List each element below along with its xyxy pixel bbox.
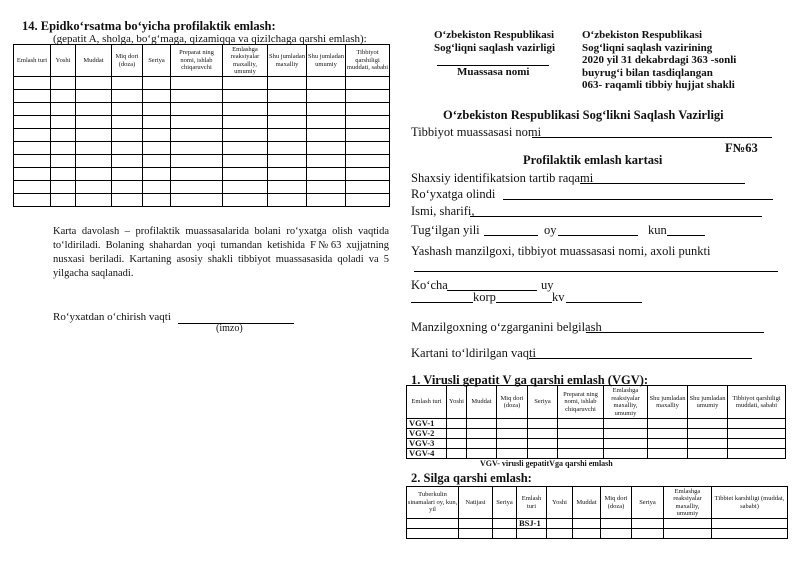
- cell[interactable]: [76, 129, 112, 142]
- cell[interactable]: [407, 529, 459, 539]
- cell[interactable]: [14, 116, 51, 129]
- cell[interactable]: [688, 419, 728, 429]
- building-line[interactable]: [496, 302, 552, 303]
- cell[interactable]: [14, 194, 51, 207]
- cell[interactable]: [467, 429, 497, 439]
- cell[interactable]: [528, 429, 558, 439]
- address-change-line[interactable]: [586, 332, 764, 333]
- cell[interactable]: [601, 519, 632, 529]
- cell[interactable]: [76, 142, 112, 155]
- cell[interactable]: [688, 449, 728, 459]
- cell[interactable]: [171, 142, 223, 155]
- cell[interactable]: [143, 194, 171, 207]
- cell[interactable]: [51, 90, 76, 103]
- cell[interactable]: [112, 142, 143, 155]
- table-row: [14, 103, 390, 116]
- cell[interactable]: [51, 142, 76, 155]
- birth-year-label: Tugʻilgan yili: [411, 223, 480, 237]
- col-header: Seriya: [632, 487, 664, 519]
- cell[interactable]: [307, 194, 346, 207]
- filled-date-line[interactable]: [529, 358, 752, 359]
- cell[interactable]: [573, 529, 601, 539]
- cell[interactable]: [112, 103, 143, 116]
- birth-month-label: oy: [544, 223, 557, 237]
- cell[interactable]: [268, 181, 307, 194]
- cell[interactable]: [307, 103, 346, 116]
- full-name-label: Ismi, sharifi,: [411, 204, 475, 218]
- full-name-line[interactable]: [470, 216, 762, 217]
- col-header: Tibbiyot qarshiligi muddati, sababi: [346, 45, 390, 77]
- col-header: Muddat: [573, 487, 601, 519]
- cell[interactable]: [728, 429, 786, 439]
- cell[interactable]: [112, 116, 143, 129]
- cell[interactable]: [76, 194, 112, 207]
- cell[interactable]: [467, 419, 497, 429]
- cell[interactable]: [728, 439, 786, 449]
- cell[interactable]: [346, 155, 390, 168]
- col-header: Miq dori (doza): [601, 487, 632, 519]
- vgv-footnote: VGV- virusli gepatitVga qarshi emlash: [480, 459, 613, 468]
- vgv-row: [407, 419, 786, 429]
- cell[interactable]: [76, 155, 112, 168]
- cell[interactable]: [648, 419, 688, 429]
- cell[interactable]: [497, 429, 528, 439]
- cell[interactable]: [14, 129, 51, 142]
- personal-id-label: Shaxsiy identifikatsion tartib raqami: [411, 171, 594, 185]
- address-label: Yashash manzilgoxi, tibbiyot muassasasi nomi, axoli punkti: [411, 244, 711, 258]
- col-header: Seriya: [493, 487, 517, 519]
- cell[interactable]: [223, 103, 268, 116]
- vgv-title: 1. Virusli gepatit V ga qarshi emlash (VGV):: [411, 373, 649, 387]
- col-header: Tibbiyot qarshiligi muddati, sababi: [728, 386, 786, 419]
- section14-title: 14. Epidkoʻrsatma boʻyicha profilaktik emlash:: [22, 19, 276, 33]
- cell[interactable]: [76, 103, 112, 116]
- cell[interactable]: [447, 449, 467, 459]
- col-header: Yoshi: [51, 45, 76, 77]
- cell[interactable]: [528, 449, 558, 459]
- cell[interactable]: [346, 181, 390, 194]
- personal-id-line[interactable]: [580, 183, 745, 184]
- cell[interactable]: [76, 116, 112, 129]
- cell[interactable]: [346, 194, 390, 207]
- col-header: Yoshi: [447, 386, 467, 419]
- registered-line[interactable]: [503, 199, 773, 200]
- section14-table: [13, 44, 390, 207]
- table-row: [14, 181, 390, 194]
- cell[interactable]: [558, 429, 604, 439]
- header-right-line: Oʻzbekiston Respublikasi: [582, 29, 703, 41]
- section14-header-row: [14, 45, 390, 77]
- address-change-label: Manzilgoxning oʻzgarganini belgilash: [411, 320, 602, 334]
- col-header: Muddat: [467, 386, 497, 419]
- cell[interactable]: [307, 155, 346, 168]
- cell[interactable]: [648, 429, 688, 439]
- header-right-line: 063- raqamli tibbiy hujjat shakli: [582, 79, 735, 91]
- col-header: Emlash turi: [407, 386, 447, 419]
- cell[interactable]: [307, 90, 346, 103]
- col-header: Miq dori (doza): [497, 386, 528, 419]
- cell[interactable]: [346, 77, 390, 90]
- street-label: Koʻcha: [411, 278, 448, 292]
- birth-year-line[interactable]: [484, 235, 538, 236]
- cell[interactable]: [517, 529, 547, 539]
- cell[interactable]: [459, 519, 493, 529]
- cell[interactable]: [307, 181, 346, 194]
- cell[interactable]: [14, 168, 51, 181]
- cell[interactable]: [112, 168, 143, 181]
- header-right-line: buyrugʻi bilan tasdiqlangan: [582, 66, 713, 79]
- cell[interactable]: [632, 519, 664, 529]
- col-header: Tibbiet karshiligi (muddat, sababi): [712, 487, 788, 519]
- cell[interactable]: [497, 439, 528, 449]
- cell[interactable]: [112, 181, 143, 194]
- ministry-header-left: [434, 29, 555, 54]
- cell[interactable]: [604, 449, 648, 459]
- col-header: Shu jumladan maxalliy: [268, 45, 307, 77]
- cell[interactable]: [171, 155, 223, 168]
- house-line[interactable]: [411, 302, 473, 303]
- cell[interactable]: [143, 116, 171, 129]
- cell[interactable]: [223, 168, 268, 181]
- col-header: Preparat ning nomi, ishlab chiqaruvchi: [171, 45, 223, 77]
- house-label: uy: [541, 278, 554, 292]
- cell[interactable]: [648, 439, 688, 449]
- col-header: Seriya: [528, 386, 558, 419]
- cell[interactable]: [712, 519, 788, 529]
- cell[interactable]: [728, 449, 786, 459]
- institution-label: Muassasa nomi: [457, 66, 530, 78]
- vgv-table: [406, 385, 786, 459]
- cell[interactable]: [14, 142, 51, 155]
- cell[interactable]: [51, 194, 76, 207]
- cell[interactable]: [728, 419, 786, 429]
- cell[interactable]: [171, 103, 223, 116]
- cell[interactable]: [407, 519, 459, 529]
- cell[interactable]: [346, 90, 390, 103]
- card-title: Profilaktik emlash kartasi: [523, 153, 663, 167]
- cell[interactable]: [268, 77, 307, 90]
- building-label: korp: [473, 290, 496, 304]
- cell[interactable]: [467, 439, 497, 449]
- cell[interactable]: [76, 181, 112, 194]
- section14-subtitle: (gepatit A, sholga, boʻgʻmaga, qizamiqqa va qizilchaga qarshi emlash):: [53, 33, 367, 45]
- cell[interactable]: [143, 77, 171, 90]
- cell[interactable]: [688, 439, 728, 449]
- col-header: Shu jumladan maxalliy: [648, 386, 688, 419]
- cell[interactable]: [223, 194, 268, 207]
- table-row: [14, 90, 390, 103]
- vgv-row-label: VGV-4: [407, 449, 447, 459]
- cell[interactable]: [51, 77, 76, 90]
- cell[interactable]: [528, 419, 558, 429]
- cell[interactable]: [171, 129, 223, 142]
- vgv-row: [407, 439, 786, 449]
- form-number: F№63: [725, 141, 758, 155]
- bsj-table: [406, 486, 788, 539]
- medical-institution-label: Tibbiyot muassasasi nomi: [411, 125, 542, 139]
- header-left-line: Oʻzbekiston Respublikasi: [434, 29, 555, 41]
- cell[interactable]: [112, 129, 143, 142]
- cell[interactable]: [558, 439, 604, 449]
- cell[interactable]: [346, 103, 390, 116]
- table-row: [14, 155, 390, 168]
- cell[interactable]: [143, 168, 171, 181]
- col-header: Emlashga reaksiyalar maxalliy, umumiy: [604, 386, 648, 419]
- cell[interactable]: [51, 168, 76, 181]
- cell[interactable]: [493, 529, 517, 539]
- cell[interactable]: [558, 419, 604, 429]
- cell[interactable]: [307, 77, 346, 90]
- signature-label: (imzo): [216, 323, 243, 334]
- cell[interactable]: [14, 181, 51, 194]
- cell[interactable]: [664, 519, 712, 529]
- cell[interactable]: [664, 529, 712, 539]
- cell[interactable]: [307, 129, 346, 142]
- col-header: Emlash turi: [14, 45, 51, 77]
- filled-date-label: Kartani toʻldirilgan vaqti: [411, 346, 536, 360]
- cell[interactable]: [268, 90, 307, 103]
- medical-institution-line[interactable]: [532, 137, 772, 138]
- cell[interactable]: [143, 90, 171, 103]
- cell[interactable]: [112, 90, 143, 103]
- vgv-row: [407, 449, 786, 459]
- cell[interactable]: [143, 129, 171, 142]
- cell[interactable]: [632, 529, 664, 539]
- birth-day-label: kun: [648, 223, 667, 237]
- cell[interactable]: [51, 116, 76, 129]
- cell[interactable]: [171, 90, 223, 103]
- vgv-row: [407, 429, 786, 439]
- cell[interactable]: [112, 155, 143, 168]
- cell[interactable]: [307, 168, 346, 181]
- card-note: Karta davolash – profilaktik muassasalarida bolani roʻyxatga olish vaqtida toʻldiriladi. Bolaning shahardan yoqi tumandan ketishida F№63 xujjatning nusxasi beriladi. Kartaning asosiy shakli tibbiyot muassasasida qoladi va 5 yilgacha saqlanadi.: [53, 226, 389, 279]
- vgv-row-label: VGV-2: [407, 429, 447, 439]
- cell[interactable]: [307, 116, 346, 129]
- cell[interactable]: [223, 142, 268, 155]
- bsj-title: 2. Silga qarshi emlash:: [411, 471, 532, 485]
- cell[interactable]: [528, 439, 558, 449]
- cell[interactable]: [688, 429, 728, 439]
- cell[interactable]: [143, 181, 171, 194]
- vgv-header-row: [407, 386, 786, 419]
- cell[interactable]: [346, 142, 390, 155]
- cell[interactable]: [268, 194, 307, 207]
- cell[interactable]: [447, 429, 467, 439]
- table-row: [14, 168, 390, 181]
- cell[interactable]: [648, 449, 688, 459]
- cell[interactable]: [14, 77, 51, 90]
- cell[interactable]: [223, 77, 268, 90]
- birth-month-line[interactable]: [558, 235, 638, 236]
- cell[interactable]: [51, 129, 76, 142]
- col-header: Natijasi: [459, 487, 493, 519]
- col-header: Tuberkulin sinamalari oy, kun, yil: [407, 487, 459, 519]
- cell[interactable]: [712, 529, 788, 539]
- table-row: [14, 194, 390, 207]
- col-header: Yoshi: [547, 487, 573, 519]
- cell[interactable]: [171, 77, 223, 90]
- cell[interactable]: [268, 103, 307, 116]
- cell[interactable]: [51, 181, 76, 194]
- bsj-row: [407, 519, 788, 529]
- cell[interactable]: [268, 155, 307, 168]
- cell[interactable]: [171, 181, 223, 194]
- cell[interactable]: [51, 103, 76, 116]
- apartment-line[interactable]: [566, 302, 642, 303]
- registered-label: Roʻyxatga olindi: [411, 187, 496, 201]
- bsj-row-label: BSJ-1: [517, 519, 547, 529]
- cell[interactable]: [346, 168, 390, 181]
- cell[interactable]: [268, 142, 307, 155]
- apartment-label: kv: [552, 290, 565, 304]
- table-row: [14, 142, 390, 155]
- cell[interactable]: [223, 155, 268, 168]
- header-right-line: 2020 yil 31 dekabrdagi 363 -sonli: [582, 54, 737, 66]
- address-line[interactable]: [414, 271, 778, 272]
- col-header: Seriya: [143, 45, 171, 77]
- cell[interactable]: [14, 155, 51, 168]
- col-header: Miq dori (doza): [112, 45, 143, 77]
- header-right-line: Sogʻliqni saqlash vazirining: [582, 41, 713, 54]
- col-header: Emlashga reaksiyalar maxalliy, umumiy: [223, 45, 268, 77]
- cell[interactable]: [223, 129, 268, 142]
- bsj-header-row: [407, 487, 788, 519]
- cell[interactable]: [112, 77, 143, 90]
- cell[interactable]: [51, 155, 76, 168]
- cell[interactable]: [143, 103, 171, 116]
- cell[interactable]: [143, 142, 171, 155]
- order-header-right: [582, 29, 736, 92]
- cell[interactable]: [447, 439, 467, 449]
- cell[interactable]: [447, 419, 467, 429]
- col-header: Emlashga reaksiyalar maxalliy, umumiy: [664, 487, 712, 519]
- cell[interactable]: [76, 90, 112, 103]
- vgv-row-label: VGV-1: [407, 419, 447, 429]
- cell[interactable]: [268, 116, 307, 129]
- table-row: [14, 77, 390, 90]
- cell[interactable]: [307, 142, 346, 155]
- bsj-row: [407, 529, 788, 539]
- ministry-title: Oʻzbekiston Respublikasi Sogʻlikni Saqlash Vazirligi: [443, 108, 724, 122]
- cell[interactable]: [467, 449, 497, 459]
- cell[interactable]: [14, 103, 51, 116]
- cell[interactable]: [497, 419, 528, 429]
- col-header: Preparat ning nomi, ishlab chiqaruvchi: [558, 386, 604, 419]
- cell[interactable]: [171, 194, 223, 207]
- table-row: [14, 116, 390, 129]
- cell[interactable]: [223, 116, 268, 129]
- vgv-row-label: VGV-3: [407, 439, 447, 449]
- cell[interactable]: [223, 181, 268, 194]
- cell[interactable]: [573, 519, 601, 529]
- cell[interactable]: [547, 519, 573, 529]
- col-header: Muddat: [76, 45, 112, 77]
- cell[interactable]: [268, 129, 307, 142]
- table-row: [14, 129, 390, 142]
- cell[interactable]: [558, 449, 604, 459]
- cell[interactable]: [171, 168, 223, 181]
- col-header: Shu jumladan umumiy: [307, 45, 346, 77]
- cell[interactable]: [346, 116, 390, 129]
- cell[interactable]: [601, 529, 632, 539]
- cell[interactable]: [346, 129, 390, 142]
- cell[interactable]: [604, 419, 648, 429]
- cell[interactable]: [604, 439, 648, 449]
- birth-day-line[interactable]: [667, 235, 705, 236]
- cell[interactable]: [112, 194, 143, 207]
- cell[interactable]: [493, 519, 517, 529]
- cell[interactable]: [547, 529, 573, 539]
- col-header: Emlash turi: [517, 487, 547, 519]
- cell[interactable]: [76, 77, 112, 90]
- deregistration-label: Roʻyxatdan oʻchirish vaqti: [53, 311, 171, 323]
- cell[interactable]: [604, 429, 648, 439]
- cell[interactable]: [14, 90, 51, 103]
- col-header: Shu jumladan umumiy: [688, 386, 728, 419]
- cell[interactable]: [143, 155, 171, 168]
- cell[interactable]: [459, 529, 493, 539]
- cell[interactable]: [268, 168, 307, 181]
- header-left-line: Sogʻliqni saqlash vazirligi: [434, 41, 556, 54]
- cell[interactable]: [171, 116, 223, 129]
- cell[interactable]: [223, 90, 268, 103]
- cell[interactable]: [497, 449, 528, 459]
- cell[interactable]: [76, 168, 112, 181]
